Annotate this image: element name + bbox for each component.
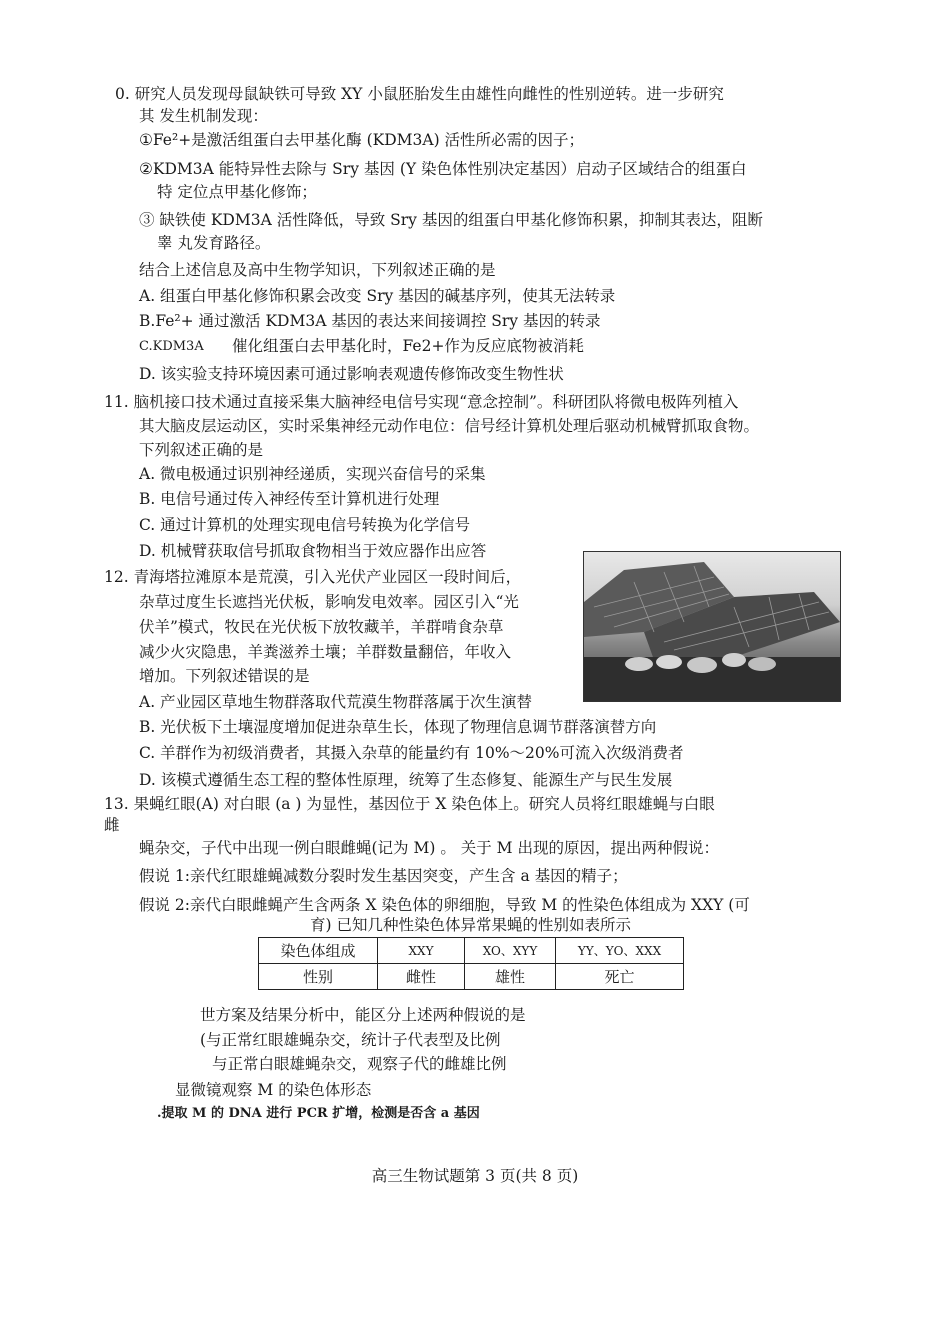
table-cell: 雌性 xyxy=(378,964,465,990)
q13-option-a: (与正常红眼雄蝇杂交，统计子代表型及比例 xyxy=(200,1031,501,1049)
q10-item2-line2: 特 定位点甲基化修饰； xyxy=(157,183,317,201)
table-cell: XO、XYY xyxy=(465,938,556,964)
q13-stem-line3: 蝇杂交，子代中出现一例白眼雌蝇(记为 M) 。 关于 M 出现的原因，提出两种假说： xyxy=(139,839,719,857)
q12-option-c: C. 羊群作为初级消费者，其摄入杂草的能量约有 10%～20%可流入次级消费者 xyxy=(139,744,684,762)
q13-hypothesis2-line1: 假说 2:亲代白眼雌蝇产生含两条 X 染色体的卵细胞，导致 M 的性染色体组成为 XXY (可 xyxy=(139,896,750,914)
q10-option-c-prefix: C.KDM3A xyxy=(139,339,204,354)
q10-stem-line1: 0. 研究人员发现母鼠缺铁可导致 XY 小鼠胚胎发生由雄性向雌性的性别逆转。进一步研究 xyxy=(115,85,724,103)
q10-stem-line2: 其 发生机制发现： xyxy=(139,107,268,125)
table-header-cell: 性别 xyxy=(259,964,378,990)
q10-item3-line2: 睾 丸发育路径。 xyxy=(157,234,271,252)
q11-option-b: B. 电信号通过传入神经传至计算机进行处理 xyxy=(139,490,440,508)
q13-question: 世方案及结果分析中，能区分上述两种假说的是 xyxy=(200,1006,526,1024)
table-cell: YY、YO、XXX xyxy=(556,938,684,964)
q13-option-d: .提取 M 的 DNA 进行 PCR 扩增，检测是否含 a 基因 xyxy=(157,1106,480,1121)
q10-item2-line1: ②KDM3A 能特异性去除与 Sry 基因 (Y 染色体性别决定基因）启动子区域结合的组蛋白 xyxy=(139,160,747,178)
q11-option-d: D. 机械臂获取信号抓取食物相当于效应器作出应答 xyxy=(139,542,487,560)
q13-hypothesis2-line2: 育) 已知几种性染色体异常果蝇的性别如表所示 xyxy=(310,916,631,934)
q10-option-b: B.Fe²+ 通过激活 KDM3A 基因的表达来间接调控 Sry 基因的转录 xyxy=(139,312,601,330)
q13-stem-line2: 雌 xyxy=(104,816,120,834)
q10-option-d: D. 该实验支持环境因素可通过影响表观遗传修饰改变生物性状 xyxy=(139,365,564,383)
q11-stem-line3: 下列叙述正确的是 xyxy=(139,441,264,459)
q10-item3-line1: ③ 缺铁使 KDM3A 活性降低，导致 Sry 基因的组蛋白甲基化修饰积累，抑制其表达，阻断 xyxy=(139,211,763,229)
table-header-cell: 染色体组成 xyxy=(259,938,378,964)
q11-option-c: C. 通过计算机的处理实现电信号转换为化学信号 xyxy=(139,516,471,534)
q11-stem-line1: 11. 脑机接口技术通过直接采集大脑神经电信号实现“意念控制”。科研团队将微电极阵列植入 xyxy=(104,393,739,411)
q12-option-b: B. 光伏板下土壤湿度增加促进杂草生长，体现了物理信息调节群落演替方向 xyxy=(139,718,657,736)
q12-option-d: D. 该模式遵循生态工程的整体性原理，统筹了生态修复、能源生产与民生发展 xyxy=(139,771,673,789)
q12-stem-line4: 减少火灾隐患，羊粪滋养土壤；羊群数量翻倍，年收入 xyxy=(139,643,512,661)
q13-option-b: 与正常白眼雄蝇杂交，观察子代的雌雄比例 xyxy=(212,1055,507,1073)
q10-question: 结合上述信息及高中生物学知识，下列叙述正确的是 xyxy=(139,261,496,279)
q13-hypothesis1: 假说 1:亲代红眼雄蝇减数分裂时发生基因突变，产生含 a 基因的精子； xyxy=(139,867,628,885)
chromosome-sex-table xyxy=(258,937,684,990)
q13-option-c: 显微镜观察 M 的染色体形态 xyxy=(175,1081,372,1099)
q12-stem-line5: 增加。下列叙述错误的是 xyxy=(139,667,310,685)
table-cell: 雄性 xyxy=(465,964,556,990)
solar-sheep-photo xyxy=(583,551,841,702)
q12-stem-line3: 伏羊”模式，牧民在光伏板下放牧藏羊，羊群啃食杂草 xyxy=(139,618,504,636)
q10-option-a: A. 组蛋白甲基化修饰积累会改变 Sry 基因的碱基序列，使其无法转录 xyxy=(139,287,616,305)
q10-item1: ①Fe²+是激活组蛋白去甲基化酶 (KDM3A) 活性所必需的因子； xyxy=(139,131,585,149)
q12-stem-line2: 杂草过度生长遮挡光伏板，影响发电效率。园区引入“光 xyxy=(139,593,519,611)
q11-option-a: A. 微电极通过识别神经递质，实现兴奋信号的采集 xyxy=(139,465,486,483)
table-cell: XXY xyxy=(378,938,465,964)
q10-option-c: 催化组蛋白去甲基化时，Fe2+作为反应底物被消耗 xyxy=(232,337,584,355)
q13-stem-line1: 13. 果蝇红眼(A) 对白眼 (a ) 为显性，基因位于 X 染色体上。研究人员将红眼雄蝇与白眼 xyxy=(104,795,715,813)
q12-option-a: A. 产业园区草地生物群落取代荒漠生物群落属于次生演替 xyxy=(139,693,533,711)
table-row xyxy=(259,938,684,964)
page-footer: 高三生物试题第 3 页(共 8 页) xyxy=(371,1167,579,1185)
q12-stem-line1: 12. 青海塔拉滩原本是荒漠，引入光伏产业园区一段时间后， xyxy=(104,568,522,586)
q11-stem-line2: 其大脑皮层运动区，实时采集神经元动作电位：信号经计算机处理后驱动机械臂抓取食物。 xyxy=(139,417,760,435)
table-cell: 死亡 xyxy=(556,964,684,990)
table-row xyxy=(259,964,684,990)
